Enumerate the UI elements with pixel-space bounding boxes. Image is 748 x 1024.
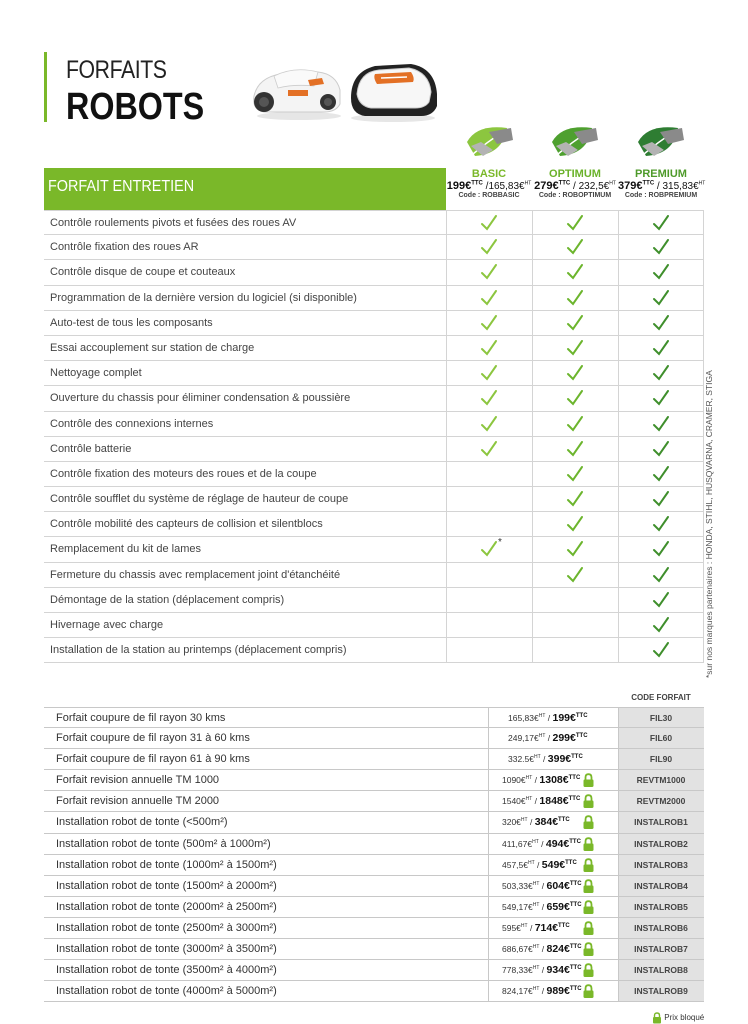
ttc-sup: TTC <box>471 180 483 187</box>
check-icon-optimum <box>566 566 584 584</box>
price-ht: 1090€ <box>502 775 526 786</box>
price-ht: 165,83€ <box>488 181 525 192</box>
feature-row <box>44 260 704 285</box>
price-separator: / <box>527 922 535 933</box>
feature-label: Contrôle mobilité des capteurs de collision et silentblocs <box>50 518 323 531</box>
ttc-sup: TTC <box>569 986 582 993</box>
service-row <box>44 749 704 770</box>
feature-label: Contrôle roulements pivots et fusées des roues AV <box>50 217 297 229</box>
service-row <box>44 960 704 981</box>
check-icon-premium <box>652 263 670 281</box>
check-icon-optimum <box>566 238 584 256</box>
service-price <box>488 985 618 997</box>
feature-row <box>44 437 704 462</box>
ht-sup: HT <box>532 944 540 951</box>
page-title-line1: FORFAITS <box>66 56 167 84</box>
feature-label: Démontage de la station (déplacement compris) <box>50 593 285 606</box>
robot-mower-image <box>244 60 344 122</box>
price-ttc: 399€ <box>547 753 572 766</box>
price-separator: / <box>538 838 546 849</box>
ttc-sup: TTC <box>558 817 570 824</box>
service-code: INSTALROB7 <box>618 939 704 959</box>
service-label: Forfait revision annuelle TM 2000 <box>56 795 220 808</box>
service-label: Forfait coupure de fil rayon 31 à 60 kms <box>56 732 250 745</box>
header-label: FORFAIT ENTRETIEN <box>48 178 195 195</box>
lock-icon <box>582 942 595 957</box>
service-code: INSTALROB3 <box>618 855 704 875</box>
check-icon-optimum <box>566 540 584 558</box>
price-ht: 320€ <box>502 817 521 828</box>
price-ttc: 199€ <box>446 180 472 192</box>
price-ttc: 989€ <box>546 985 570 998</box>
services-price-table <box>44 707 704 1002</box>
service-row <box>44 918 704 939</box>
check-icon-premium <box>652 314 670 332</box>
price-ttc: 549€ <box>541 858 566 871</box>
service-price <box>488 732 618 744</box>
handshake-leaf-icon-basic <box>463 120 515 162</box>
handshake-leaf-icon-premium <box>634 120 686 162</box>
handshake-leaf-icon-optimum <box>548 120 600 162</box>
title-accent-bar <box>44 52 47 122</box>
service-label: Installation robot de tonte (500m² à 1000m²) <box>56 837 271 850</box>
service-code: REVTM2000 <box>618 791 704 811</box>
price-ttc: 1308€ <box>539 774 569 787</box>
price-ht: 411,67€ <box>502 838 533 849</box>
feature-label: Contrôle fixation des moteurs des roues et de la coupe <box>50 467 317 480</box>
service-row <box>44 834 704 855</box>
lock-icon <box>582 900 595 915</box>
price-ttc: 934€ <box>546 964 570 977</box>
feature-row <box>44 386 704 411</box>
check-icon-optimum <box>566 364 584 382</box>
package-price: 379€$^{TTC}$ / 315,83€$^{HT}$ <box>618 180 706 192</box>
feature-row <box>44 613 704 638</box>
ht-sup: HT <box>532 838 539 845</box>
price-separator: / <box>534 859 542 870</box>
package-basic-header <box>446 168 532 210</box>
ttc-sup: TTC <box>558 180 571 187</box>
check-icon-basic <box>480 339 498 357</box>
check-icon-optimum <box>566 515 584 533</box>
feature-row <box>44 537 704 562</box>
service-row <box>44 812 704 833</box>
check-icon-premium <box>652 490 670 508</box>
features-table <box>44 210 704 663</box>
check-icon-premium <box>652 440 670 458</box>
service-label: Installation robot de tonte (<500m²) <box>56 816 228 829</box>
lock-icon <box>582 858 595 873</box>
ttc-sup: TTC <box>569 944 582 951</box>
ht-sup: HT <box>532 880 540 887</box>
service-code: REVTM1000 <box>618 770 704 790</box>
ht-sup: HT <box>528 859 535 866</box>
package-name: OPTIMUM <box>549 168 601 180</box>
price-ttc: 824€ <box>546 943 570 956</box>
ttc-sup: TTC <box>568 775 581 782</box>
check-icon-premium <box>652 465 670 483</box>
price-ht: 549,17€ <box>502 901 533 912</box>
check-icon-optimum <box>566 389 584 407</box>
feature-row <box>44 462 704 487</box>
feature-label: Ouverture du chassis pour éliminer condensation & poussière <box>50 392 351 405</box>
check-icon-optimum <box>566 289 584 307</box>
service-price <box>488 943 618 955</box>
check-icon-optimum <box>566 490 584 508</box>
feature-label: Hivernage avec charge <box>50 619 164 631</box>
service-code: INSTALROB9 <box>618 981 704 1001</box>
service-price <box>488 859 618 871</box>
check-icon-premium <box>652 238 670 256</box>
feature-label: Contrôle fixation des roues AR <box>50 241 199 254</box>
check-icon-premium <box>652 566 670 584</box>
column-divider <box>532 210 533 663</box>
check-icon-optimum <box>566 263 584 281</box>
lock-icon <box>582 963 595 978</box>
service-row <box>44 770 704 791</box>
package-price: 279€$^{TTC}$ / 232,5€$^{HT}$ <box>534 180 616 192</box>
service-price <box>488 712 618 724</box>
code-forfait-header: CODE FORFAIT <box>631 693 691 702</box>
ttc-sup: TTC <box>569 965 582 972</box>
ttc-sup: TTC <box>575 733 588 740</box>
ttc-sup: TTC <box>571 754 583 761</box>
check-icon-premium <box>652 540 670 558</box>
check-icon-basic <box>480 389 498 407</box>
ht-sup: HT <box>525 775 533 782</box>
feature-row <box>44 210 704 235</box>
check-icon-basic <box>480 415 498 433</box>
ttc-sup: TTC <box>642 180 655 187</box>
check-icon-premium <box>652 339 670 357</box>
price-separator: / <box>539 986 547 997</box>
check-icon-optimum <box>566 465 584 483</box>
lock-icon <box>652 1012 662 1024</box>
ht-sup: HT <box>525 796 533 803</box>
package-premium-header <box>618 168 704 210</box>
ht-sup: HT <box>532 986 540 993</box>
price-separator: / <box>540 754 548 765</box>
ht-sup: HT <box>520 817 528 824</box>
package-name: BASIC <box>471 168 507 180</box>
service-price <box>488 753 618 765</box>
check-icon-basic <box>480 540 498 558</box>
price-ttc: 384€ <box>534 816 559 829</box>
feature-label: Contrôle des connexions internes <box>50 417 214 430</box>
price-ht: 232,5€ <box>578 181 610 192</box>
price-ttc: 1848€ <box>539 795 569 808</box>
ttc-sup: TTC <box>569 902 582 909</box>
price-separator: / <box>539 944 547 955</box>
column-divider <box>618 210 619 663</box>
service-label: Forfait coupure de fil rayon 30 kms <box>56 712 226 724</box>
legend-label: Prix bloqué <box>664 1013 705 1023</box>
package-name: PREMIUM <box>635 168 687 180</box>
service-code: INSTALROB5 <box>618 897 704 917</box>
price-separator: / <box>545 733 553 744</box>
price-separator: / <box>545 713 553 723</box>
basic-note-marker: * <box>498 537 502 549</box>
service-code: INSTALROB4 <box>618 876 704 896</box>
service-price <box>488 964 618 976</box>
price-ht: 686,67€ <box>502 944 533 955</box>
price-ttc: 299€ <box>552 732 576 745</box>
forfait-entretien-header <box>44 168 446 210</box>
service-price <box>488 838 618 850</box>
check-icon-premium <box>652 591 670 609</box>
service-price <box>488 816 618 828</box>
feature-row <box>44 286 704 311</box>
lock-icon <box>582 815 595 830</box>
price-ttc: 604€ <box>546 879 570 892</box>
price-ht: 165,83€ <box>508 713 539 723</box>
check-icon-premium <box>652 515 670 533</box>
feature-row <box>44 563 704 588</box>
price-ttc: 494€ <box>545 837 570 850</box>
service-price <box>488 795 618 807</box>
service-price <box>488 880 618 892</box>
check-icon-basic <box>480 238 498 256</box>
feature-row <box>44 588 704 613</box>
service-label: Installation robot de tonte (3000m² à 3500m²) <box>56 943 277 956</box>
feature-label: Programmation de la dernière version du logiciel (si disponible) <box>50 291 357 304</box>
ttc-sup: TTC <box>568 796 581 803</box>
check-icon-optimum <box>566 440 584 458</box>
feature-row <box>44 638 704 663</box>
ht-sup: HT <box>609 180 616 187</box>
check-icon-basic <box>480 263 498 281</box>
price-ttc: 199€ <box>552 712 576 724</box>
package-code: Code : ROBOPTIMUM <box>538 192 612 199</box>
price-ht: 249,17€ <box>508 733 539 744</box>
feature-row <box>44 487 704 512</box>
service-row <box>44 791 704 812</box>
feature-label: Essai accouplement sur station de charge <box>50 341 255 354</box>
feature-row <box>44 235 704 260</box>
ttc-sup: TTC <box>569 838 581 845</box>
service-code: INSTALROB6 <box>618 918 704 938</box>
package-optimum-header <box>532 168 618 210</box>
service-price <box>488 922 618 934</box>
ht-sup: HT <box>520 923 528 930</box>
price-ttc: 714€ <box>534 921 559 934</box>
service-label: Forfait coupure de fil rayon 61 à 90 kms <box>56 753 250 766</box>
service-row <box>44 728 704 749</box>
lock-icon <box>582 879 595 894</box>
legend <box>652 1012 704 1024</box>
robot-mower-image-2 <box>345 58 440 124</box>
ht-sup: HT <box>538 733 546 740</box>
service-row <box>44 939 704 960</box>
check-icon-basic <box>480 314 498 332</box>
ttc-sup: TTC <box>565 859 577 866</box>
service-code: FIL60 <box>618 728 704 748</box>
ht-sup: HT <box>538 713 546 720</box>
service-label: Forfait revision annuelle TM 1000 <box>56 774 220 787</box>
package-code: Code : ROBBASIC <box>458 192 520 199</box>
service-code: INSTALROB8 <box>618 960 704 980</box>
feature-label: Auto-test de tous les composants <box>50 316 213 329</box>
column-divider <box>446 210 447 663</box>
service-price <box>488 774 618 786</box>
service-label: Installation robot de tonte (1500m² à 2000m²) <box>56 879 277 892</box>
feature-row <box>44 336 704 361</box>
service-code: INSTALROB2 <box>618 834 704 854</box>
lock-icon <box>582 837 595 852</box>
lock-icon <box>582 921 595 936</box>
feature-row <box>44 512 704 537</box>
check-icon-premium <box>652 389 670 407</box>
column-divider <box>618 707 619 1002</box>
service-price <box>488 901 618 913</box>
package-code: Code : ROBPREMIUM <box>624 192 698 199</box>
feature-label: Contrôle disque de coupe et couteaux <box>50 266 236 279</box>
price-ht: 1540€ <box>502 796 526 807</box>
service-code: FIL30 <box>618 708 704 727</box>
feature-label: Nettoyage complet <box>50 367 142 380</box>
price-separator: / <box>527 817 535 828</box>
service-label: Installation robot de tonte (2500m² à 3000m²) <box>56 921 277 934</box>
check-icon-optimum <box>566 214 584 232</box>
price-ht: 824,17€ <box>502 986 533 997</box>
price-separator: / <box>532 775 540 786</box>
partner-brands-note: *sur nos marques partenaires : HONDA, STIHL, HUSQVARNA, CRAMER, STIGA <box>704 370 714 678</box>
ht-sup: HT <box>698 180 706 187</box>
price-ht: 332.5€ <box>508 754 534 765</box>
price-separator: / <box>532 796 540 807</box>
check-icon-premium <box>652 641 670 659</box>
feature-label: Fermeture du chassis avec remplacement joint d'étanchéité <box>50 568 341 581</box>
price-ttc: 279€ <box>534 180 559 192</box>
price-ht: 503,33€ <box>502 880 533 891</box>
check-icon-optimum <box>566 339 584 357</box>
lock-icon <box>582 773 595 788</box>
service-code: FIL90 <box>618 749 704 769</box>
price-ht: 457,5€ <box>502 859 528 870</box>
price-separator: / <box>539 880 547 891</box>
check-icon-premium <box>652 616 670 634</box>
service-label: Installation robot de tonte (2000m² à 2500m²) <box>56 900 277 913</box>
check-icon-basic <box>480 440 498 458</box>
ht-sup: HT <box>532 902 540 909</box>
column-divider <box>488 707 489 1002</box>
package-price: 199€$^{TTC}$ /165,83€$^{HT}$ <box>446 180 532 192</box>
lock-icon <box>582 794 595 809</box>
check-icon-basic <box>480 214 498 232</box>
ttc-sup: TTC <box>575 713 588 720</box>
check-icon-basic <box>480 289 498 307</box>
feature-row <box>44 361 704 386</box>
service-label: Installation robot de tonte (3500m² à 4000m²) <box>56 964 277 977</box>
check-icon-optimum <box>566 415 584 433</box>
price-ttc: 379€ <box>618 180 643 192</box>
page-title-line2: ROBOTS <box>66 86 205 128</box>
check-icon-optimum <box>566 314 584 332</box>
price-ht: 315,83€ <box>662 181 699 192</box>
service-code: INSTALROB1 <box>618 812 704 832</box>
check-icon-basic <box>480 364 498 382</box>
lock-icon <box>582 984 595 999</box>
feature-row <box>44 412 704 437</box>
check-icon-premium <box>652 364 670 382</box>
service-label: Installation robot de tonte (4000m² à 5000m²) <box>56 985 277 998</box>
price-separator: / <box>539 901 547 912</box>
feature-row <box>44 311 704 336</box>
service-row <box>44 855 704 876</box>
price-ht: 595€ <box>502 922 521 933</box>
check-icon-premium <box>652 214 670 232</box>
check-icon-premium <box>652 415 670 433</box>
service-row <box>44 707 704 728</box>
ht-sup: HT <box>524 180 532 187</box>
feature-label: Remplacement du kit de lames <box>50 543 202 556</box>
feature-label: Installation de la station au printemps (déplacement compris) <box>50 644 347 657</box>
ht-sup: HT <box>532 965 540 972</box>
price-separator: / <box>539 965 547 976</box>
price-ttc: 659€ <box>546 900 570 913</box>
ttc-sup: TTC <box>569 880 582 887</box>
service-row <box>44 876 704 897</box>
ht-sup: HT <box>534 754 541 761</box>
feature-label: Contrôle batterie <box>50 442 132 455</box>
service-row <box>44 981 704 1002</box>
service-row <box>44 897 704 918</box>
ttc-sup: TTC <box>558 923 570 930</box>
check-icon-premium <box>652 289 670 307</box>
price-ht: 778,33€ <box>502 965 533 976</box>
feature-label: Contrôle soufflet du système de réglage de hauteur de coupe <box>50 493 349 506</box>
service-label: Installation robot de tonte (1000m² à 1500m²) <box>56 858 277 871</box>
